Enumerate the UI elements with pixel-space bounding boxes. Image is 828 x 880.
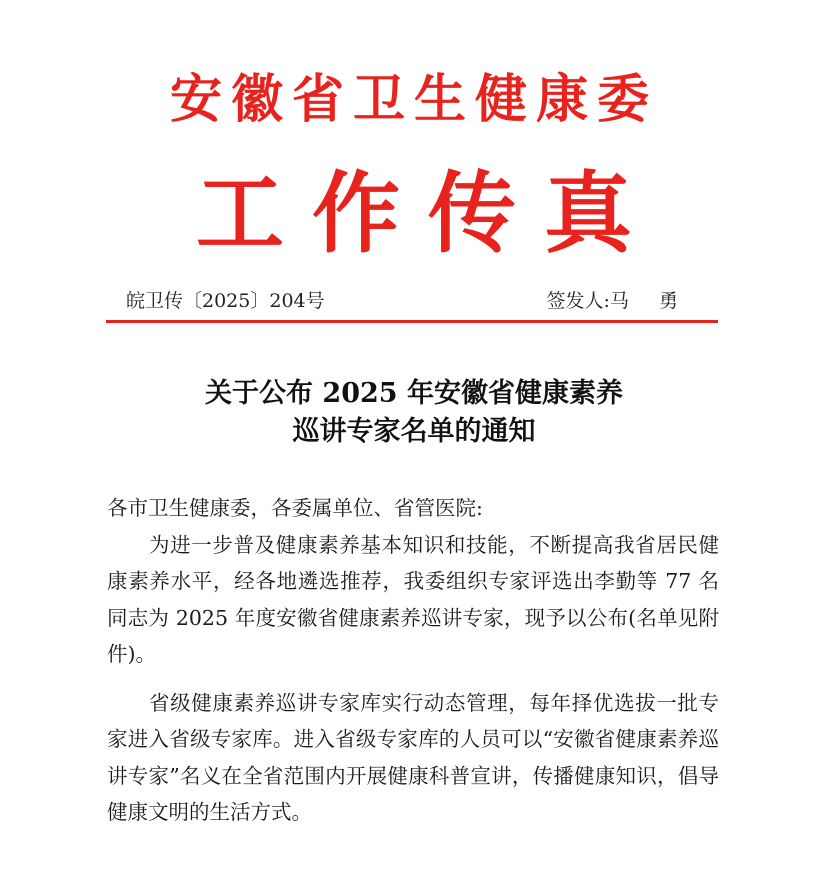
signer-name: 马 勇	[609, 290, 690, 312]
document-meta-line	[106, 285, 718, 317]
signer-label: 签发人:	[546, 290, 610, 312]
document-number: 皖卫传〔2025〕204号	[126, 290, 325, 312]
red-divider-rule	[106, 320, 718, 323]
salutation: 各市卫生健康委，各委属单位、省管医院:	[107, 496, 483, 520]
body-paragraph-2: 省级健康素养巡讲专家库实行动态管理，每年择优选拔一批专家进入省级专家库。进入省级专家库的人员可以“安徽省健康素养巡讲专家”名义在全省范围内开展健康科普宣讲，传播健康知识，倡导健康文明的生活方式。	[107, 690, 719, 824]
signer-block	[547, 285, 690, 317]
body-paragraph-1: 为进一步普及健康素养基本知识和技能，不断提高我省居民健康素养水平，经各地遴选推荐，我委组织专家评选出李勤等 77 名同志为 2025 年度安徽省健康素养巡讲专家，现予以公布(名单见附件)。	[107, 532, 719, 666]
notice-title-line-2: 巡讲专家名单的通知	[292, 416, 536, 447]
notice-body	[107, 490, 719, 843]
notice-title	[0, 375, 828, 451]
document-type-heading: 工作传真	[195, 161, 660, 265]
issuing-organization: 安徽省卫生健康委	[169, 69, 658, 130]
notice-title-line-1: 关于公布 2025 年安徽省健康素养	[205, 378, 623, 409]
